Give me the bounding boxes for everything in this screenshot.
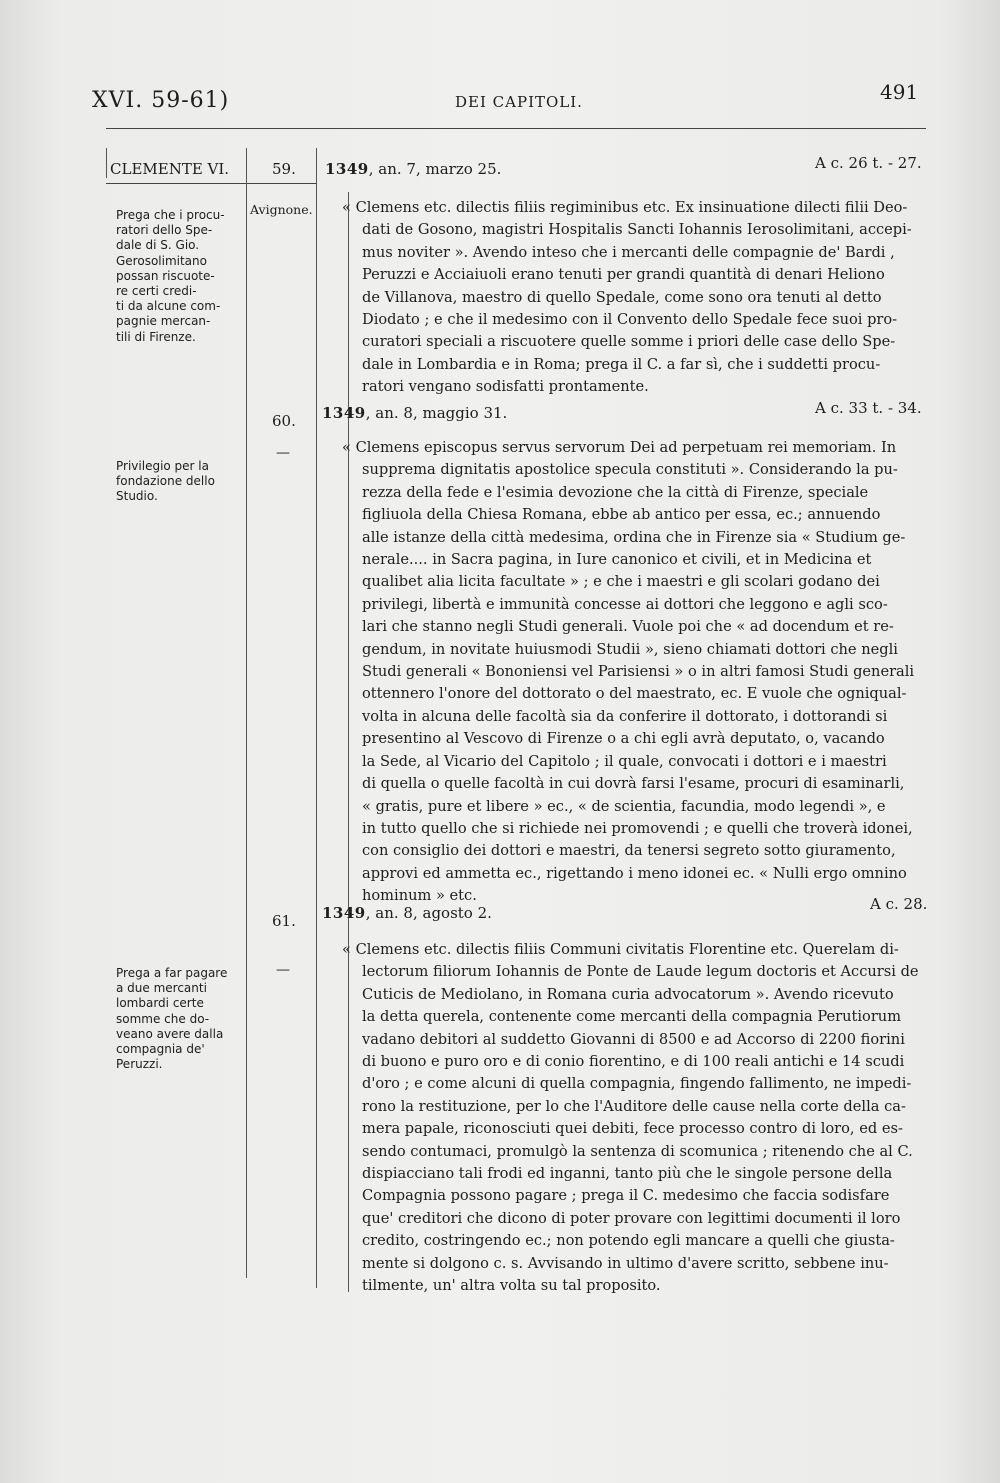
body-line: di buono e puro oro e di conio fiorentino, e di 100 reali antichi e 14 scudi <box>362 1053 905 1071</box>
body-line: qualibet alia licita facultate » ; e che i maestri e gli scolari godano dei <box>362 573 880 591</box>
margin-line: ti da alcune com- <box>116 299 221 314</box>
body-line: hominum » etc. <box>362 887 477 905</box>
body-line: « gratis, pure et libere » ec., « de scientia, facundia, modo legendi », e <box>362 797 886 815</box>
body-line: de Villanova, maestro di quello Spedale, come sono ora tenuti al detto <box>362 288 882 306</box>
entry-year: 1349 <box>325 160 369 178</box>
body-line: que' creditori che dicono di poter provare con legittimi documenti il loro <box>362 1209 901 1227</box>
body-line: sendo contumaci, promulgò la sentenza di scomunica ; ritenendo che al C. <box>362 1142 913 1160</box>
body-line: privilegi, libertà e immunità concesse ai dottori che leggono e agli sco- <box>362 595 888 613</box>
entry-number: 59. <box>272 160 296 178</box>
body-line: ottennero l'onore del dottorato o del maestrato, ec. E vuole che ogniqual- <box>362 685 907 703</box>
margin-line: Gerosolimitano <box>116 253 207 268</box>
margin-line: fondazione dello <box>116 474 215 489</box>
margin-line: Studio. <box>116 489 158 504</box>
body-line: volta in alcuna delle facoltà sia da conferire il dottorato, i dottorandi si <box>362 707 888 725</box>
place-column-rule <box>316 148 317 1288</box>
body-line: rezza della fede e l'esimia devozione che la città di Firenze, speciale <box>362 483 869 501</box>
margin-line: Prega che i procu- <box>116 208 225 222</box>
body-line: presentino al Vescovo di Firenze o a chi egli avrà deputato, o, vacando <box>362 730 885 748</box>
margin-line: tili di Firenze. <box>116 329 196 344</box>
running-header-title: DEI CAPITOLI. <box>455 93 583 111</box>
entry-body <box>342 939 936 1298</box>
body-line: « Clemens etc. dilectis filiis regiminibus etc. Ex insinuatione dilecti filii Deo- <box>342 199 908 216</box>
body-line: supprema dignitatis apostolice specula constituti ». Considerando la pu- <box>362 461 898 479</box>
body-line: Compagnia possono pagare ; prega il C. medesimo che faccia sodisfare <box>362 1187 890 1205</box>
body-line: alle istanze della città medesima, ordina che in Firenze sia « Studium ge- <box>362 528 906 546</box>
body-line: « Clemens episcopus servus servorum Dei ad perpetuam rei memoriam. In <box>342 439 897 456</box>
entry-place: Avignone. <box>250 202 313 217</box>
body-line: dale in Lombardia e in Roma; prega il C. a far sì, che i suddetti procu- <box>362 355 881 373</box>
entry-body <box>342 437 936 908</box>
body-line: Diodato ; e che il medesimo con il Convento dello Spedale fece suoi pro- <box>362 311 898 329</box>
entry-place: — <box>276 962 290 978</box>
body-line: ratori vengano sodisfatti prontamente. <box>362 378 649 396</box>
body-line: « Clemens etc. dilectis filiis Communi civitatis Florentine etc. Querelam di- <box>342 941 899 958</box>
entry-date-text: , an. 8, agosto 2. <box>365 904 492 922</box>
body-line: in tutto quello che si richiede nei promovendi ; e quelli che troverà idonei, <box>362 819 913 837</box>
body-line: curatori speciali a riscuotere quelle somme i priori delle case dello Spe- <box>362 333 896 351</box>
page-number: 491 <box>880 80 919 104</box>
body-line: figliuola della Chiesa Romana, ebbe ab antico per essa, ec.; annuendo <box>362 506 881 524</box>
margin-line: possan riscuote- <box>116 268 215 283</box>
margin-line: lombardi certe <box>116 996 204 1011</box>
body-line: nerale.... in Sacra pagina, in Iure canonico et civili, et in Medicina et <box>362 551 872 569</box>
entry-number: 60. <box>272 412 296 430</box>
margin-line: a due mercanti <box>116 981 207 996</box>
pope-name: CLEMENTE VI. <box>110 160 230 178</box>
entry-date <box>322 404 507 422</box>
margin-column-rule <box>246 148 247 1278</box>
body-line: mus noviter ». Avendo inteso che i mercanti delle compagnie de' Bardi , <box>362 243 895 261</box>
column-header-rule <box>106 183 316 184</box>
margin-summary <box>116 208 240 345</box>
margin-line: re certi credi- <box>116 284 197 299</box>
body-line: credito, costringendo ec.; non potendo egli mancare a quelli che giusta- <box>362 1232 895 1250</box>
entry-reference: A c. 26 t. - 27. <box>815 154 922 172</box>
body-line: d'oro ; e come alcuni di quella compagnia, fingendo fallimento, ne impedi- <box>362 1075 912 1093</box>
body-line: Peruzzi e Acciaiuoli erano tenuti per grandi quantità di denari Heliono <box>362 266 885 284</box>
margin-line: compagnia de' <box>116 1042 205 1057</box>
margin-line: Peruzzi. <box>116 1057 163 1072</box>
body-line: dati de Gosono, magistri Hospitalis Sancti Iohannis Ierosolimitani, accepi- <box>362 221 912 239</box>
margin-line: dale di S. Gio. <box>116 238 200 253</box>
left-column-rule <box>106 148 107 178</box>
entry-date-text: , an. 7, marzo 25. <box>368 160 502 178</box>
margin-line: somme che do- <box>116 1011 210 1026</box>
entry-date <box>325 160 501 178</box>
entry-reference: A c. 33 t. - 34. <box>815 399 922 417</box>
body-line: rono la restituzione, per lo che l'Auditore delle cause nella corte della ca- <box>362 1097 906 1115</box>
margin-line: ratori dello Spe- <box>116 223 213 238</box>
body-line: la Sede, al Vicario del Capitolo ; il quale, convocati i dottori e i maestri <box>362 752 887 770</box>
entry-date <box>322 904 492 922</box>
body-line: la detta querela, contenente come mercanti della compagnia Perutiorum <box>362 1008 902 1026</box>
body-line: vadano debitori al suddetto Giovanni di 8500 e ad Accorso di 2200 fiorini <box>362 1030 905 1048</box>
running-header-section: XVI. 59-61) <box>92 88 230 113</box>
entry-year: 1349 <box>322 904 366 922</box>
entry-date-text: , an. 8, maggio 31. <box>365 404 508 422</box>
body-line: tilmente, un' altra volta su tal proposito. <box>362 1277 661 1295</box>
body-line: gendum, in novitate huiusmodi Studii », sieno chiamati dottori che negli <box>362 640 898 658</box>
entry-number: 61. <box>272 912 296 930</box>
entry-reference: A c. 28. <box>870 895 928 913</box>
body-line: con consiglio dei dottori e maestri, da tenersi segreto sotto giuramento, <box>362 842 896 860</box>
entry-body <box>342 197 936 399</box>
text-column-rule <box>348 192 349 1292</box>
body-line: mente si dolgono c. s. Avvisando in ultimo d'avere scritto, sebbene inu- <box>362 1254 889 1272</box>
body-line: Studi generali « Bononiensi vel Parisiensi » o in altri famosi Studi generali <box>362 663 915 681</box>
margin-line: Prega a far pagare <box>116 966 228 980</box>
body-line: di quella o quelle facoltà in cui dovrà farsi l'esame, procuri di esaminarli, <box>362 775 905 793</box>
body-line: approvi ed ammetta ec., rigettando i meno idonei ec. « Nulli ergo omnino <box>362 864 907 882</box>
margin-line: veano avere dalla <box>116 1026 224 1041</box>
body-line: lari che stanno negli Studi generali. Vuole poi che « ad docendum et re- <box>362 618 894 636</box>
margin-summary <box>116 966 244 1072</box>
margin-line: Privilegio per la <box>116 459 209 473</box>
margin-summary <box>116 459 244 505</box>
margin-line: pagnie mercan- <box>116 314 211 329</box>
entry-year: 1349 <box>322 404 366 422</box>
body-line: mera papale, riconosciuti quei debiti, fece processo contro di loro, ed es- <box>362 1120 903 1138</box>
body-line: Cuticis de Mediolano, in Romana curia advocatorum ». Avendo ricevuto <box>362 985 894 1003</box>
entry-place: — <box>276 445 290 461</box>
header-rule <box>106 128 926 129</box>
body-line: dispiacciano tali frodi ed inganni, tanto più che le singole persone della <box>362 1165 893 1183</box>
body-line: lectorum filiorum Iohannis de Ponte de Laude legum doctoris et Accursi de <box>362 963 919 981</box>
